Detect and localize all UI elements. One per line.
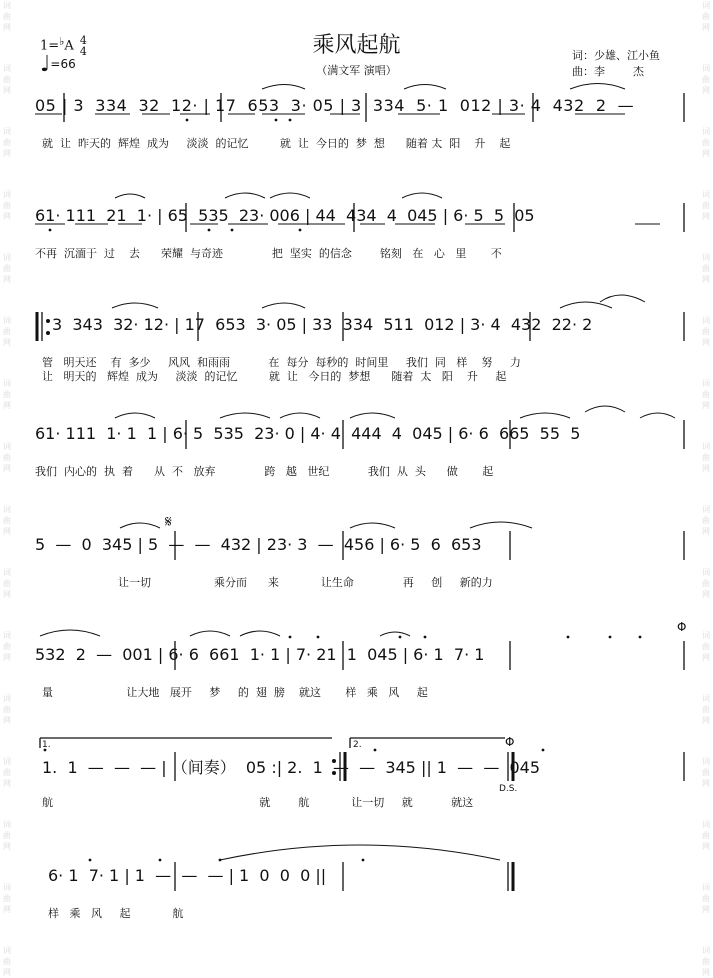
watermark-right: 词曲网 词曲网 词曲网 词曲网 词曲网 词曲网 词曲网 词曲网 词曲网 词曲网 词曲网 词曲网 词曲网 词曲网 词曲网 词曲网: [702, 1, 710, 977]
lyric-line-7: 航 就 航 让一切 就 就这: [42, 796, 474, 809]
song-title: 乘风起航: [312, 33, 401, 58]
notation-line-3: 3 343 32· 12· | 17 653 3· 05 | 33 334 511 012 | 3· 4 432 22· 2: [52, 315, 593, 334]
coda-mark-2: Φ: [505, 735, 515, 749]
volta-1: 1.: [42, 740, 51, 750]
lyric-line-8: 样 乘 风 起 航: [48, 907, 184, 920]
lyric-line-3b: 让 明天的 辉煌 成为 淡淡 的记忆 就 让 今日的 梦想 随着 太 阳 升 起: [42, 370, 507, 383]
lyric-line-5: 让一切 乘分而 来 让生命 再 创 新的力: [118, 576, 493, 589]
tempo-marking: ♩=66: [40, 52, 76, 77]
notation-line-2: 61· 111 21 1· | 65 535 23· 006 | 44 434 4 045 | 6· 5 5 05: [35, 206, 535, 225]
ds-mark: D.S.: [499, 784, 518, 794]
lyric-line-1: 就 让 昨天的 辉煌 成为 淡淡 的记忆 就 让 今日的 梦 想 随着 太 阳 升 起: [42, 137, 511, 150]
notation-line-1: 05 | 3 334 32 12· | 17 653 3· 05 | 3 334 5· 1 012 | 3· 4 432 2 —: [35, 96, 635, 115]
segno-mark: 𝄋: [165, 512, 172, 531]
notation-line-7: 1. 1 — — — | （间奏） 05 :| 2. 1 — — 345 || 1 — — 045: [42, 758, 541, 777]
coda-mark-1: Φ: [677, 620, 687, 634]
volta-2: 2.: [353, 740, 362, 750]
watermark-left: 词曲网 词曲网 词曲网 词曲网 词曲网 词曲网 词曲网 词曲网 词曲网 词曲网 词曲网 词曲网 词曲网 词曲网 词曲网 词曲网: [3, 1, 11, 977]
lyric-line-2: 不再 沉湎于 过 去 荣耀 与奇迹 把 坚实 的信念 铭刻 在 心 里 不: [35, 247, 502, 260]
notation-line-4: 61· 111 1· 1 1 | 6· 5 535 23· 0 | 4· 4 444 4 045 | 6· 6 665 55 5: [35, 424, 581, 443]
lyric-line-6: 量 让大地 展开 梦 的 翅 膀 就这 样 乘 风 起: [42, 686, 428, 699]
notation-line-6: 532 2 — 001 | 6· 6 661 1· 1 | 7· 21 1 045 | 6· 1 7· 1: [35, 645, 485, 664]
quarter-note-icon: ♩: [40, 52, 51, 77]
singer-line: （满文军 演唱）: [316, 64, 397, 77]
lyric-line-3a: 管 明天还 有 多少 风风 和雨雨 在 每分 每秒的 时间里 我们 同 样 努 力: [42, 356, 521, 369]
notation-line-8: 6· 1 7· 1 | 1 — — — | 1 0 0 0 ||: [48, 866, 327, 885]
composer: 曲：李 杰: [572, 65, 644, 78]
notation-line-5: 5 — 0 345 | 5 — — 432 | 23· 3 — 456 | 6· 5 6 653: [35, 535, 482, 554]
lyric-line-4: 我们 内心的 执 着 从 不 放弃 跨 越 世纪 我们 从 头 做 起: [35, 465, 494, 478]
key-signature: 1=♭A 4 4: [40, 34, 87, 58]
lyricist: 词：少雄、江小鱼: [572, 49, 660, 62]
time-signature: 4 4: [79, 34, 87, 58]
